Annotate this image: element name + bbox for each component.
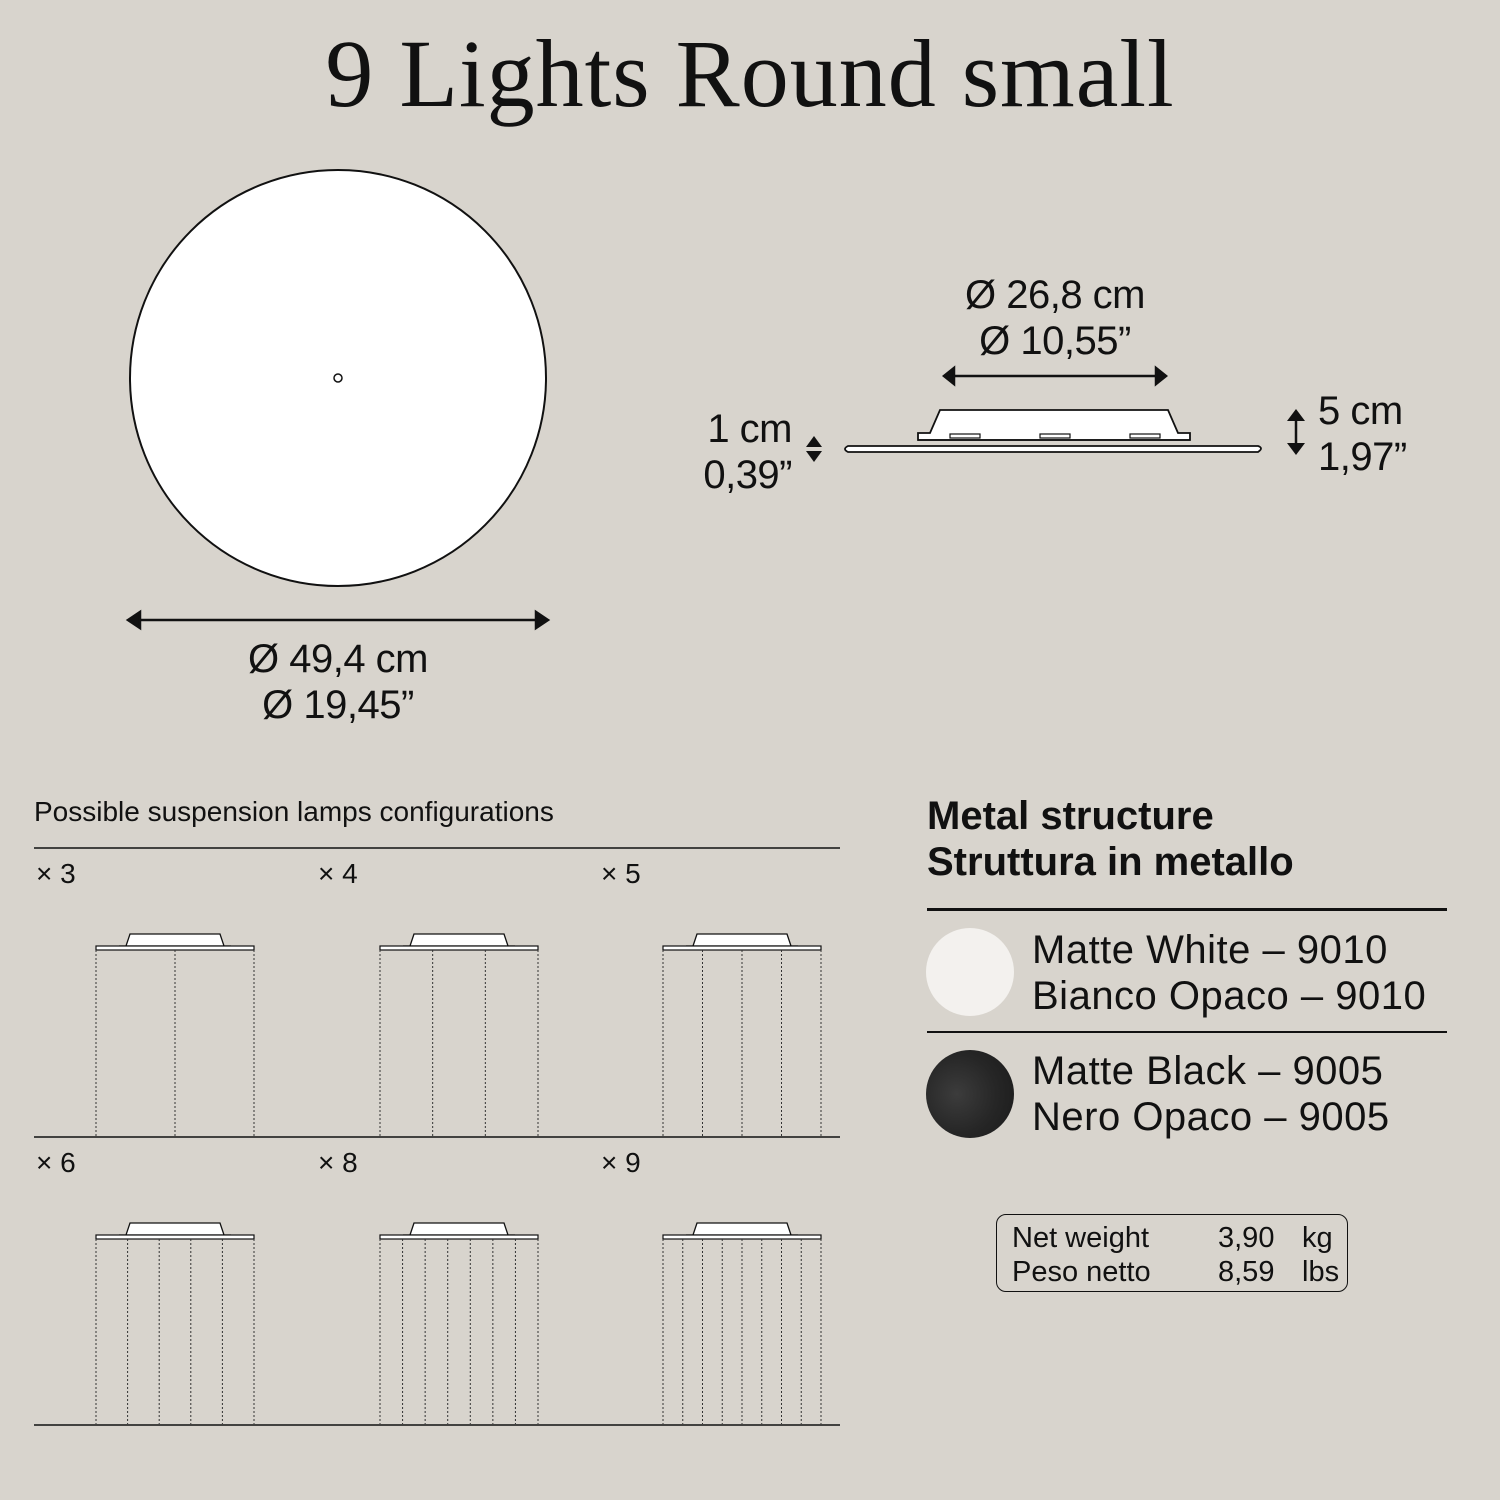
total-height-arrow bbox=[1287, 409, 1305, 455]
plate-height-dimension bbox=[620, 406, 792, 498]
mini-plate bbox=[663, 946, 821, 950]
weight-label-en: Net weight bbox=[1012, 1222, 1150, 1254]
plate-height-cm: 1 cm bbox=[707, 407, 792, 451]
plate-height-arrow bbox=[806, 436, 822, 462]
total-height-dimension bbox=[1318, 388, 1478, 480]
canopy-diameter-in: Ø 10,55” bbox=[979, 319, 1131, 363]
mini-plate bbox=[96, 946, 254, 950]
top-view-dimension bbox=[188, 636, 488, 728]
mini-plate bbox=[380, 1235, 538, 1239]
structure-divider bbox=[927, 908, 1447, 911]
config-count-4: × 4 bbox=[318, 858, 358, 889]
finish-divider bbox=[927, 1031, 1447, 1033]
center-hole bbox=[334, 374, 342, 382]
canopy-diameter-arrow bbox=[944, 368, 1166, 384]
finish-black-it: Nero Opaco – 9005 bbox=[1032, 1095, 1390, 1139]
finish-black-en: Matte Black – 9005 bbox=[1032, 1049, 1384, 1093]
config-count-3: × 3 bbox=[36, 858, 76, 889]
mini-canopy bbox=[403, 1223, 515, 1235]
config-count-9: × 9 bbox=[601, 1147, 641, 1178]
finish-white-it: Bianco Opaco – 9010 bbox=[1032, 974, 1427, 1018]
side-view bbox=[806, 368, 1305, 462]
config-diagram bbox=[663, 1223, 821, 1424]
diameter-arrow bbox=[128, 612, 548, 628]
mini-canopy bbox=[686, 934, 798, 946]
mini-canopy bbox=[403, 934, 515, 946]
mini-plate bbox=[663, 1235, 821, 1239]
swatch-matte-black bbox=[926, 1050, 1014, 1138]
config-count-8: × 8 bbox=[318, 1147, 358, 1178]
weight-value-lbs: 8,59 bbox=[1218, 1256, 1275, 1288]
canopy-diameter-cm: Ø 26,8 cm bbox=[964, 273, 1145, 317]
total-height-in: 1,97” bbox=[1318, 435, 1407, 479]
config-count-6: × 6 bbox=[36, 1147, 76, 1178]
config-diagram bbox=[96, 934, 254, 1136]
mini-canopy bbox=[119, 1223, 231, 1235]
mini-canopy bbox=[686, 1223, 798, 1235]
top-view bbox=[128, 170, 548, 628]
configuration-diagrams bbox=[96, 934, 821, 1424]
total-height-cm: 5 cm bbox=[1318, 389, 1403, 433]
top-diameter-cm: Ø 49,4 cm bbox=[247, 637, 428, 681]
weight-label-it: Peso netto bbox=[1012, 1256, 1151, 1288]
structure-heading bbox=[927, 793, 1294, 885]
weight-unit-lbs: lbs bbox=[1302, 1256, 1340, 1288]
finish-white bbox=[1032, 927, 1426, 1019]
canopy-dimension bbox=[905, 272, 1205, 364]
weight-unit-kg: kg bbox=[1302, 1222, 1333, 1254]
mini-plate bbox=[380, 946, 538, 950]
config-diagram bbox=[663, 934, 821, 1136]
base-plate bbox=[845, 446, 1261, 452]
finish-white-en: Matte White – 9010 bbox=[1032, 928, 1388, 972]
config-count-5: × 5 bbox=[601, 858, 641, 889]
structure-heading-en: Metal structure bbox=[927, 794, 1214, 838]
swatch-matte-white bbox=[926, 928, 1014, 1016]
mini-canopy bbox=[119, 934, 231, 946]
mini-plate bbox=[96, 1235, 254, 1239]
page-title: 9 Lights Round small bbox=[325, 20, 1175, 127]
config-diagram bbox=[380, 1223, 538, 1424]
structure-heading-it: Struttura in metallo bbox=[927, 840, 1294, 884]
config-diagram bbox=[380, 934, 538, 1136]
finish-black bbox=[1032, 1048, 1390, 1140]
plate-height-in: 0,39” bbox=[703, 453, 792, 497]
top-diameter-in: Ø 19,45” bbox=[262, 683, 414, 727]
config-diagram bbox=[96, 1223, 254, 1424]
configurations-label: Possible suspension lamps configurations bbox=[34, 796, 554, 827]
weight-value-kg: 3,90 bbox=[1218, 1222, 1275, 1254]
